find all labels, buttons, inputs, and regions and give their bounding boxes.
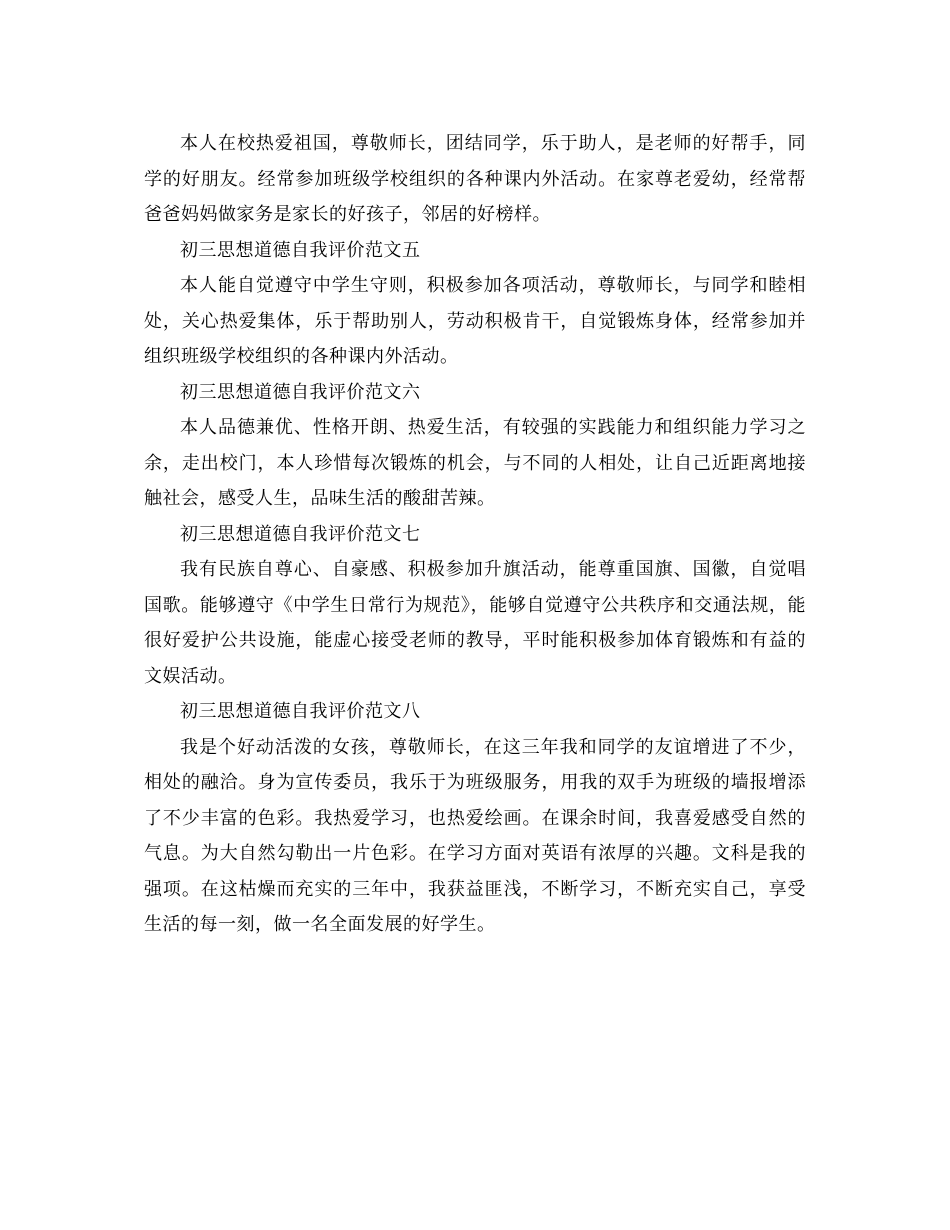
- section-heading-5: 初三思想道德自我评价范文五: [180, 239, 421, 261]
- paragraph-7: 我有民族自尊心、自豪感、积极参加升旗活动，能尊重国旗、国徽，自觉唱国歌。能够遵守《中学生日常行为规范》，能够自觉遵守公共秩序和交通法规，能很好爱护公共设施，能虚心接受老师的教导，平时能积极参加体育锻炼和有益的文娱活动。: [144, 559, 806, 687]
- paragraph-8: 我是个好动活泼的女孩，尊敬师长，在这三年我和同学的友谊增进了不少，相处的融洽。身为宣传委员，我乐于为班级服务，用我的双手为班级的墙报增添了不少丰富的色彩。我热爱学习，也热爱绘画。在课余时间，我喜爱感受自然的气息。为大自然勾勒出一片色彩。在学习方面对英语有浓厚的兴趣。文科是我的强项。在这枯燥而充实的三年中，我获益匪浅，不断学习，不断充实自己，享受生活的每一刻，做一名全面发展的好学生。: [144, 736, 806, 935]
- section-heading-8: 初三思想道德自我评价范文八: [180, 701, 421, 722]
- section-heading-6: 初三思想道德自我评价范文六: [180, 381, 421, 403]
- paragraph-intro: 本人在校热爱祖国，尊敬师长，团结同学，乐于助人，是老师的好帮手，同学的好朋友。经常参加班级学校组织的各种课内外活动。在家尊老爱幼，经常帮爸爸妈妈做家务是家长的好孩子，邻居的好榜样。: [144, 133, 806, 225]
- paragraph-6: 本人品德兼优、性格开朗、热爱生活，有较强的实践能力和组织能力学习之余，走出校门，本人珍惜每次锻炼的机会，与不同的人相处，让自己近距离地接触社会，感受人生，品味生活的酸甜苦辣。: [144, 417, 806, 509]
- document-page: [144, 126, 806, 943]
- section-heading-7: 初三思想道德自我评价范文七: [180, 523, 421, 545]
- paragraph-5: 本人能自觉遵守中学生守则，积极参加各项活动，尊敬师长，与同学和睦相处，关心热爱集体，乐于帮助别人，劳动积极肯干，自觉锻炼身体，经常参加并组织班级学校组织的各种课内外活动。: [144, 275, 806, 367]
